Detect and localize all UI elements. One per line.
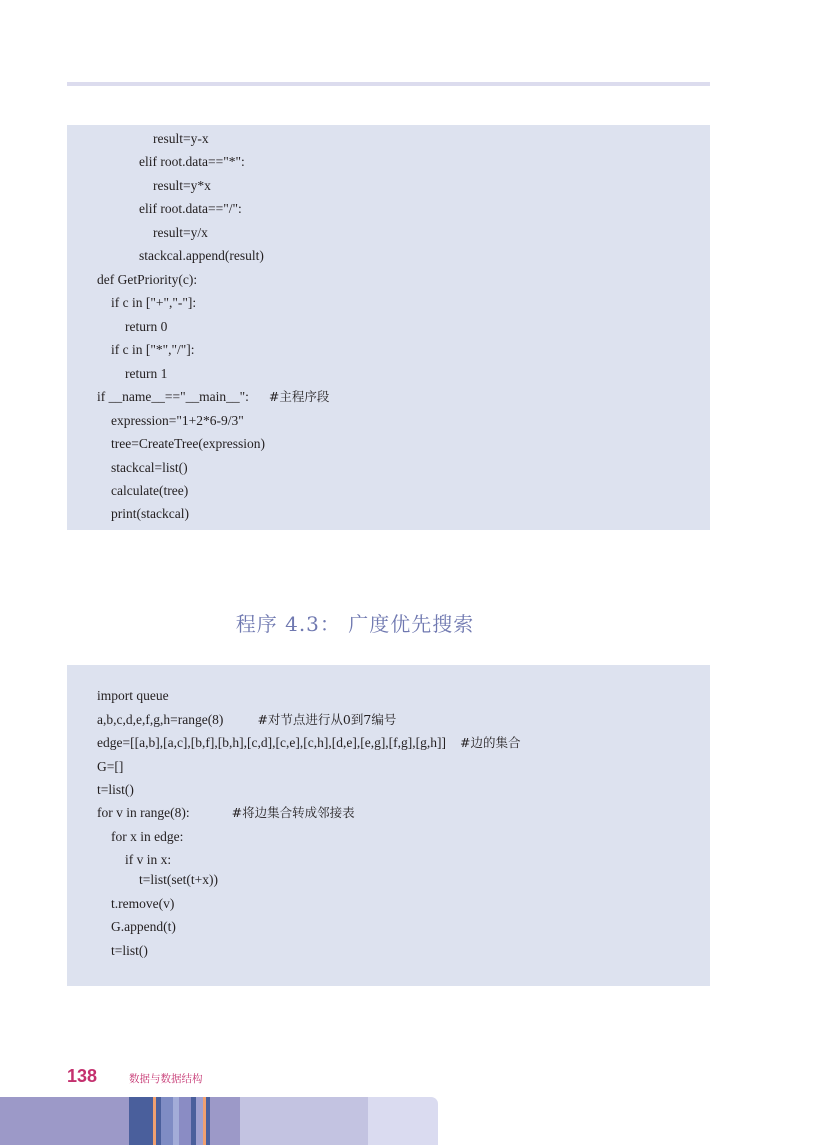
code-text: t=list(set(t+x)) <box>139 872 218 887</box>
code-line <box>139 870 218 890</box>
code-text: a,b,c,d,e,f,g,h=range(8) <box>97 712 224 727</box>
code-text: edge=[[a,b],[a,c],[b,f],[b,h],[c,d],[c,e],[c,h],[d,e],[e,g],[f,g],[g,h]] <box>97 735 447 750</box>
code-line <box>97 780 134 800</box>
code-text: G.append(t) <box>111 919 176 934</box>
code-comment: #边的集合 <box>460 735 521 750</box>
code-line <box>97 387 329 407</box>
code-line <box>111 481 188 501</box>
code-line <box>111 917 176 937</box>
code-line <box>111 941 148 961</box>
code-text: if __name__=="__main__": <box>97 389 249 404</box>
code-line <box>97 270 197 290</box>
footer-band <box>161 1097 173 1145</box>
code-line <box>153 129 209 149</box>
section-title: 程序 4.3： 广度优先搜索 <box>235 612 475 636</box>
top-rule <box>67 82 710 86</box>
code-text: print(stackcal) <box>111 506 189 521</box>
code-text: t=list() <box>111 943 148 958</box>
code-text: if v in x: <box>125 852 172 867</box>
code-line <box>111 340 195 360</box>
code-comment: #对节点进行从0到7编号 <box>257 712 397 727</box>
footer-band <box>0 1097 129 1145</box>
code-line <box>153 176 211 196</box>
code-block-1 <box>67 125 710 530</box>
code-line <box>97 686 169 706</box>
code-text: elif root.data=="*": <box>139 154 245 169</box>
code-text: t.remove(v) <box>111 896 175 911</box>
footer-band <box>210 1097 240 1145</box>
footer-band <box>129 1097 153 1145</box>
code-line <box>111 894 174 914</box>
code-line <box>139 152 245 172</box>
code-text: tree=CreateTree(expression) <box>111 436 266 451</box>
code-text: for v in range(8): <box>97 805 190 820</box>
code-line <box>125 364 167 384</box>
code-line <box>153 223 208 243</box>
code-line <box>139 246 264 266</box>
code-line <box>111 458 188 478</box>
code-text: elif root.data=="/": <box>139 201 242 216</box>
footer-band <box>179 1097 191 1145</box>
code-block-2 <box>67 665 710 986</box>
code-text: if c in ["+","-"]: <box>111 295 197 310</box>
code-line <box>139 199 242 219</box>
code-text: for x in edge: <box>111 829 184 844</box>
code-line <box>111 827 183 847</box>
code-line <box>97 733 521 753</box>
code-line <box>111 411 244 431</box>
code-text: return 0 <box>125 319 168 334</box>
code-text: return 1 <box>125 366 168 381</box>
code-text: stackcal.append(result) <box>139 248 264 263</box>
code-text: calculate(tree) <box>111 483 189 498</box>
footer-band <box>240 1097 368 1145</box>
code-line <box>97 757 123 777</box>
code-line <box>97 803 355 823</box>
code-line <box>125 850 171 870</box>
code-line <box>111 504 189 524</box>
code-line <box>111 293 196 313</box>
code-text: import queue <box>97 688 169 703</box>
code-line <box>111 434 265 454</box>
code-text: result=y/x <box>153 225 208 240</box>
code-text: result=y*x <box>153 178 211 193</box>
code-text: expression="1+2*6-9/3" <box>111 413 244 428</box>
code-text: stackcal=list() <box>111 460 188 475</box>
book-title: 数据与数据结构 <box>129 1073 203 1085</box>
footer-band <box>196 1097 203 1145</box>
code-comment: #将边集合转成邻接表 <box>231 805 355 820</box>
code-text: G=[] <box>97 759 124 774</box>
code-text: result=y-x <box>153 131 209 146</box>
code-text: t=list() <box>97 782 134 797</box>
code-line <box>97 710 396 730</box>
code-text: if c in ["*","/"]: <box>111 342 195 357</box>
code-line <box>125 317 167 337</box>
code-text: def GetPriority(c): <box>97 272 198 287</box>
page-number: 138 <box>67 1066 98 1086</box>
code-comment: #主程序段 <box>268 389 330 404</box>
footer-band <box>368 1097 438 1145</box>
